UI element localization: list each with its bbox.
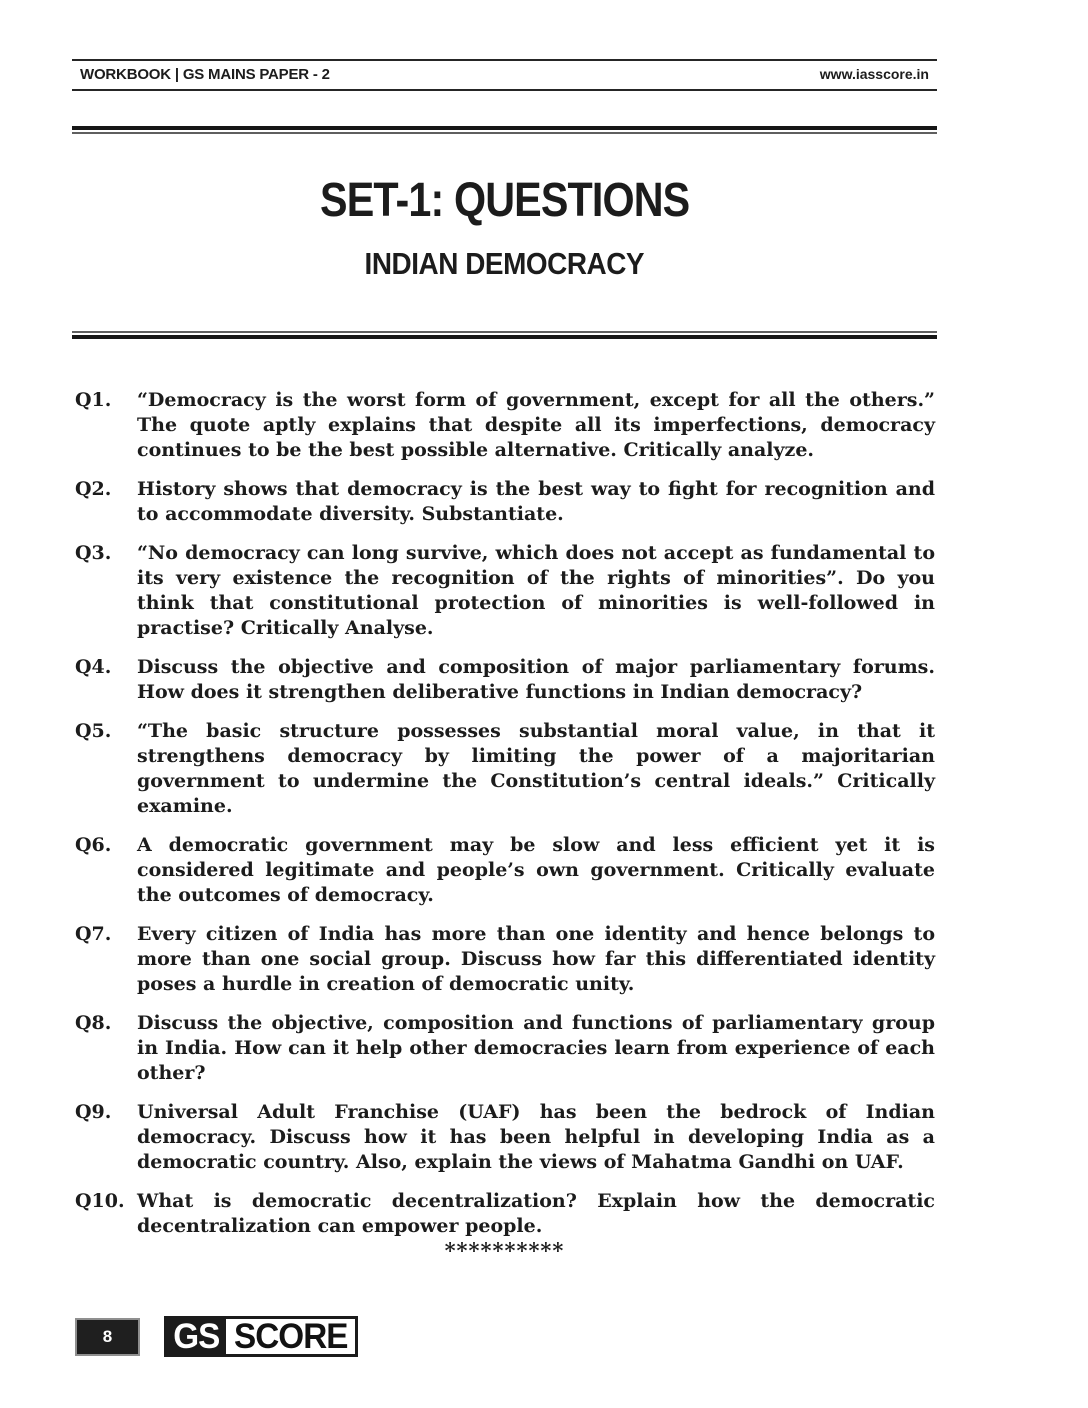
header-title: WORKBOOK | GS MAINS PAPER - 2 [80, 66, 330, 83]
rule-thick-line [72, 335, 937, 339]
page-subtitle-text: INDIAN DEMOCRACY [364, 246, 645, 281]
question-row [75, 388, 935, 463]
question-number: Q8. [75, 1012, 112, 1034]
page-footer [75, 1316, 358, 1357]
question-number: Q5. [75, 720, 112, 742]
question-text: Universal Adult Franchise (UAF) has been the bedrock of Indian democracy. Discuss how it has been helpful in developing India as a democratic country. Also, explain the views of Mahatma Gandhi on UAF. [137, 1101, 935, 1173]
rule-thick-line [72, 126, 937, 130]
question-text: Discuss the objective, composition and functions of parliamentary group in India. How can it help other democracies learn from experience of each other? [137, 1012, 935, 1084]
question-row [75, 1189, 935, 1239]
question-row [75, 655, 935, 705]
logo-gs-segment [167, 1316, 226, 1356]
page-subtitle [72, 247, 937, 280]
question-row [75, 1100, 935, 1175]
question-text: “No democracy can long survive, which does not accept as fundamental to its very existence the recognition of the rights of minorities”. Do you think that constitutional protection of minorities is well-followed in practise? Critically Analyse. [137, 542, 935, 639]
question-text: Every citizen of India has more than one identity and hence belongs to more than one social group. Discuss how far this differentiated identity poses a hurdle in creation of democratic unity. [137, 923, 935, 995]
question-row [75, 922, 935, 997]
title-rule-bottom [72, 331, 937, 339]
question-number: Q6. [75, 834, 112, 856]
question-text: Discuss the objective and composition of major parliamentary forums. How does it strengthen deliberative functions in Indian democracy? [137, 656, 935, 703]
question-row [75, 1011, 935, 1086]
question-number: Q1. [75, 389, 112, 411]
question-text: A democratic government may be slow and less efficient yet it is considered legitimate and people’s own government. Critically evaluate the outcomes of democracy. [137, 834, 935, 906]
question-text: What is democratic decentralization? Explain how the democratic decentralization can empower people. [137, 1190, 935, 1237]
question-number: Q2. [75, 478, 112, 500]
logo-gs-text: GS [173, 1316, 220, 1356]
end-separator: ********** [444, 1238, 565, 1263]
question-number: Q4. [75, 656, 112, 678]
question-text: History shows that democracy is the best way to fight for recognition and to accommodate diversity. Substantiate. [137, 478, 935, 525]
gsscore-logo [164, 1316, 358, 1357]
page-title-text: SET-1: QUESTIONS [319, 174, 690, 227]
page-header [72, 59, 937, 91]
logo-score-segment [226, 1316, 355, 1356]
rule-thin-line [72, 331, 937, 333]
question-number: Q9. [75, 1101, 112, 1123]
logo-score-text: SCORE [233, 1316, 348, 1356]
header-website: www.iasscore.in [819, 66, 929, 82]
page-title [72, 176, 937, 226]
questions-list [75, 388, 935, 1253]
question-row [75, 833, 935, 908]
question-row [75, 719, 935, 819]
question-number: Q3. [75, 542, 112, 564]
question-row [75, 477, 935, 527]
rule-thin-line [72, 132, 937, 134]
question-row [75, 541, 935, 641]
question-number: Q10. [75, 1190, 125, 1212]
question-number: Q7. [75, 923, 112, 945]
question-text: “Democracy is the worst form of government, except for all the others.” The quote aptly explains that despite all its imperfections, democracy continues to be the best possible alternative. Critically analyze. [137, 389, 935, 461]
page-number: 8 [102, 1326, 113, 1346]
title-rule-top [72, 126, 937, 134]
page-number-badge [75, 1318, 140, 1356]
question-text: “The basic structure possesses substantial moral value, in that it strengthens democracy by limiting the power of a majoritarian government to undermine the Constitution’s central ideals.” Critically examine. [137, 720, 935, 817]
